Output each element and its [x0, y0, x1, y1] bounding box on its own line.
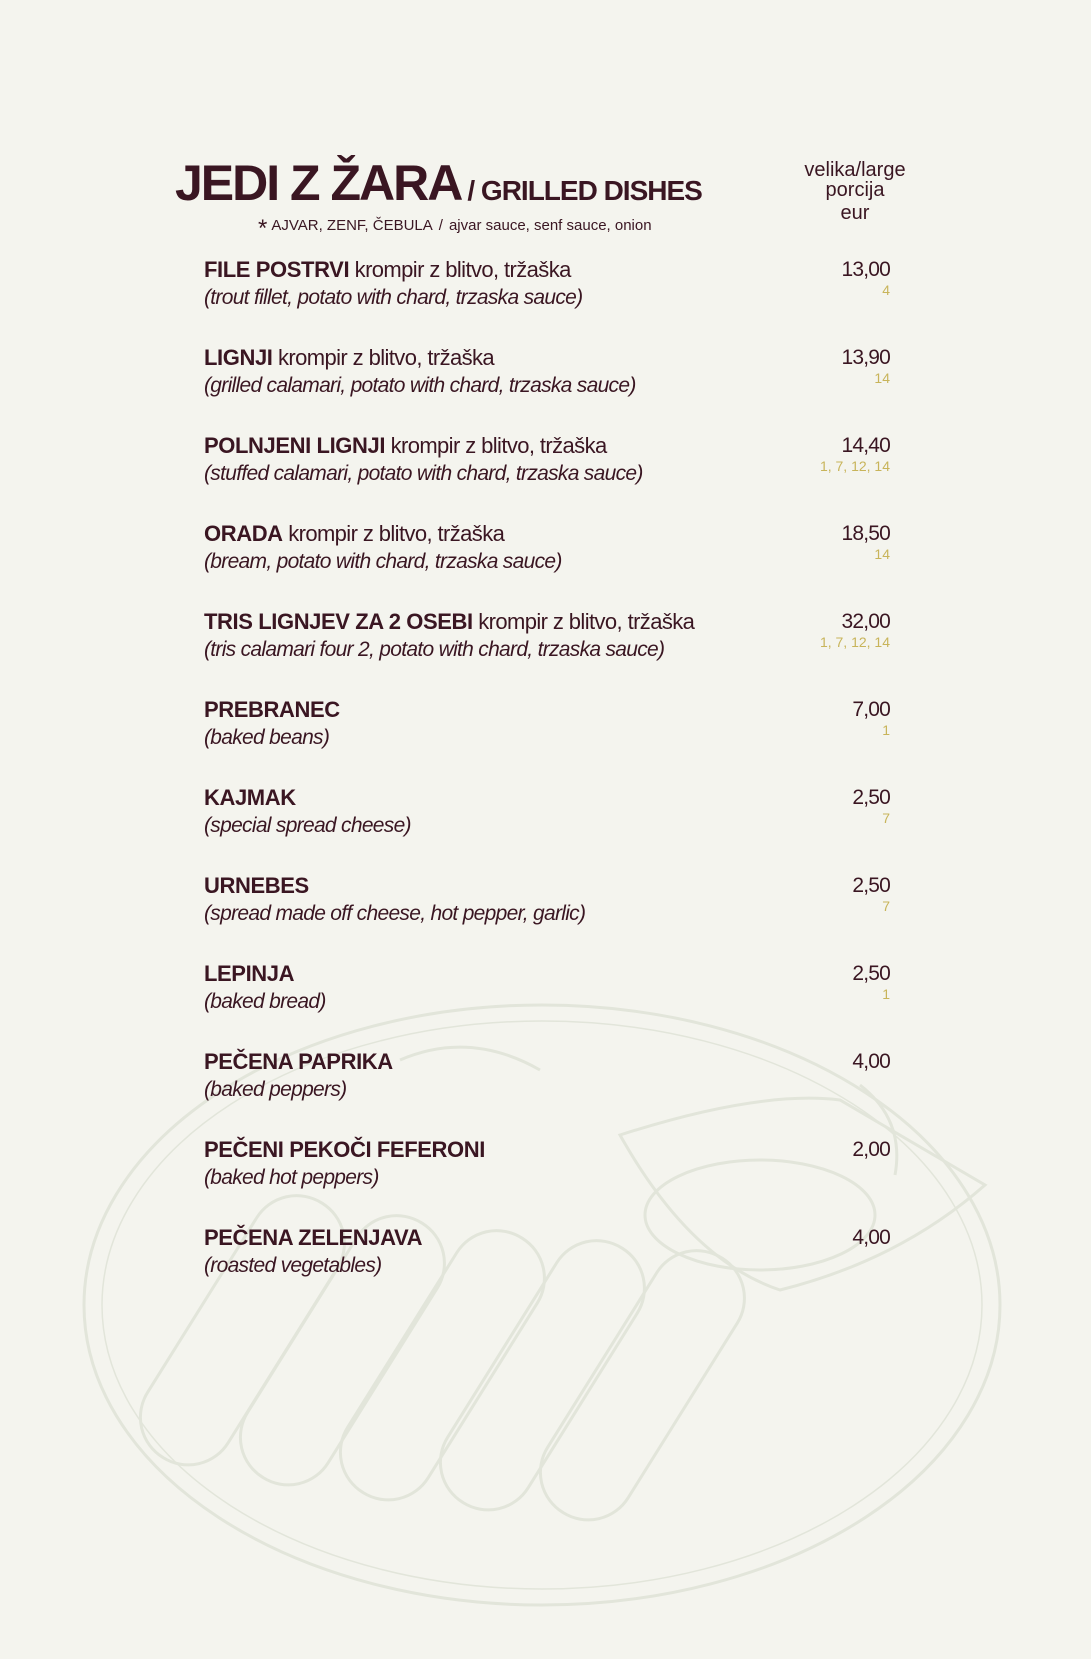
condiments-sl: AJVAR, ZENF, ČEBULA — [271, 217, 433, 234]
menu-item — [204, 872, 890, 934]
menu-item — [204, 344, 890, 406]
item-price: 4,00 — [852, 1226, 890, 1249]
menu-item — [204, 1048, 890, 1110]
item-desc-en: (special spread cheese) — [204, 814, 411, 837]
item-desc-en: (baked bread) — [204, 990, 326, 1013]
item-price: 7,00 — [852, 698, 890, 721]
item-desc-en: (baked beans) — [204, 726, 330, 749]
item-desc-en: (spread made off cheese, hot pepper, garlic) — [204, 902, 586, 925]
menu-item — [204, 608, 890, 670]
item-allergens: 1 — [882, 986, 890, 1002]
column-portion: porcija — [825, 179, 885, 201]
menu-item — [204, 696, 890, 758]
item-desc-sl: krompir z blitvo, tržaška — [354, 257, 571, 282]
asterisk-icon: * — [258, 215, 268, 242]
item-desc-en: (tris calamari four 2, potato with chard, trzaska sauce) — [204, 638, 665, 661]
item-desc-en: (baked hot peppers) — [204, 1166, 379, 1189]
menu-item — [204, 1224, 890, 1286]
item-price: 2,00 — [852, 1138, 890, 1161]
item-name: PEČENA PAPRIKA — [204, 1049, 393, 1074]
item-name: KAJMAK — [204, 785, 296, 810]
item-allergens: 1, 7, 12, 14 — [819, 634, 890, 650]
item-allergens: 1 — [882, 722, 890, 738]
item-name: TRIS LIGNJEV ZA 2 OSEBI — [204, 609, 473, 634]
item-name: POLNJENI LIGNJI — [204, 433, 386, 458]
item-name: PEČENA ZELENJAVA — [204, 1225, 423, 1250]
item-price: 13,90 — [841, 346, 890, 369]
item-desc-en: (bream, potato with chard, trzaska sauce) — [204, 550, 562, 573]
item-price: 4,00 — [852, 1050, 890, 1073]
item-price: 13,00 — [841, 258, 890, 281]
item-allergens: 7 — [882, 810, 890, 826]
menu-item — [204, 960, 890, 1022]
item-price: 14,40 — [841, 434, 890, 457]
item-desc-sl: krompir z blitvo, tržaška — [288, 521, 505, 546]
title-sub: / GRILLED DISHES — [467, 175, 702, 206]
column-size: velika/large — [804, 159, 906, 181]
item-desc-en: (grilled calamari, potato with chard, trzaska sauce) — [204, 374, 636, 397]
item-name: FILE POSTRVI — [204, 257, 350, 282]
item-desc-sl: krompir z blitvo, tržaška — [390, 433, 607, 458]
item-desc-en: (roasted vegetables) — [204, 1254, 382, 1277]
item-price: 32,00 — [841, 610, 890, 633]
item-allergens: 7 — [882, 898, 890, 914]
item-name: LEPINJA — [204, 961, 295, 986]
condiments-separator: / — [438, 217, 443, 234]
condiments-en: ajvar sauce, senf sauce, onion — [448, 217, 652, 234]
item-name: URNEBES — [204, 873, 309, 898]
menu-item — [204, 784, 890, 846]
item-allergens: 14 — [874, 370, 890, 386]
condiments-note — [258, 215, 652, 243]
menu-item — [204, 432, 890, 494]
item-name: ORADA — [204, 521, 283, 546]
item-price: 2,50 — [852, 874, 890, 897]
item-price: 2,50 — [852, 786, 890, 809]
item-allergens: 14 — [874, 546, 890, 562]
menu-item — [204, 1136, 890, 1198]
item-desc-sl: krompir z blitvo, tržaška — [278, 345, 495, 370]
item-name: PEČENI PEKOČI FEFERONI — [204, 1137, 485, 1162]
menu-item — [204, 520, 890, 582]
item-desc-en: (stuffed calamari, potato with chard, trzaska sauce) — [204, 462, 643, 485]
price-column-header — [780, 160, 930, 223]
page-title — [175, 155, 702, 211]
item-price: 2,50 — [852, 962, 890, 985]
item-name: LIGNJI — [204, 345, 273, 370]
item-allergens: 1, 7, 12, 14 — [819, 458, 890, 474]
item-allergens: 4 — [882, 282, 890, 298]
menu-item — [204, 256, 890, 318]
item-desc-en: (baked peppers) — [204, 1078, 347, 1101]
item-price: 18,50 — [841, 522, 890, 545]
column-currency: eur — [840, 202, 870, 224]
item-desc-sl: krompir z blitvo, tržaška — [478, 609, 695, 634]
item-desc-en: (trout fillet, potato with chard, trzaska sauce) — [204, 286, 583, 309]
item-name: PREBRANEC — [204, 697, 340, 722]
title-main: JEDI Z ŽARA — [175, 155, 462, 211]
